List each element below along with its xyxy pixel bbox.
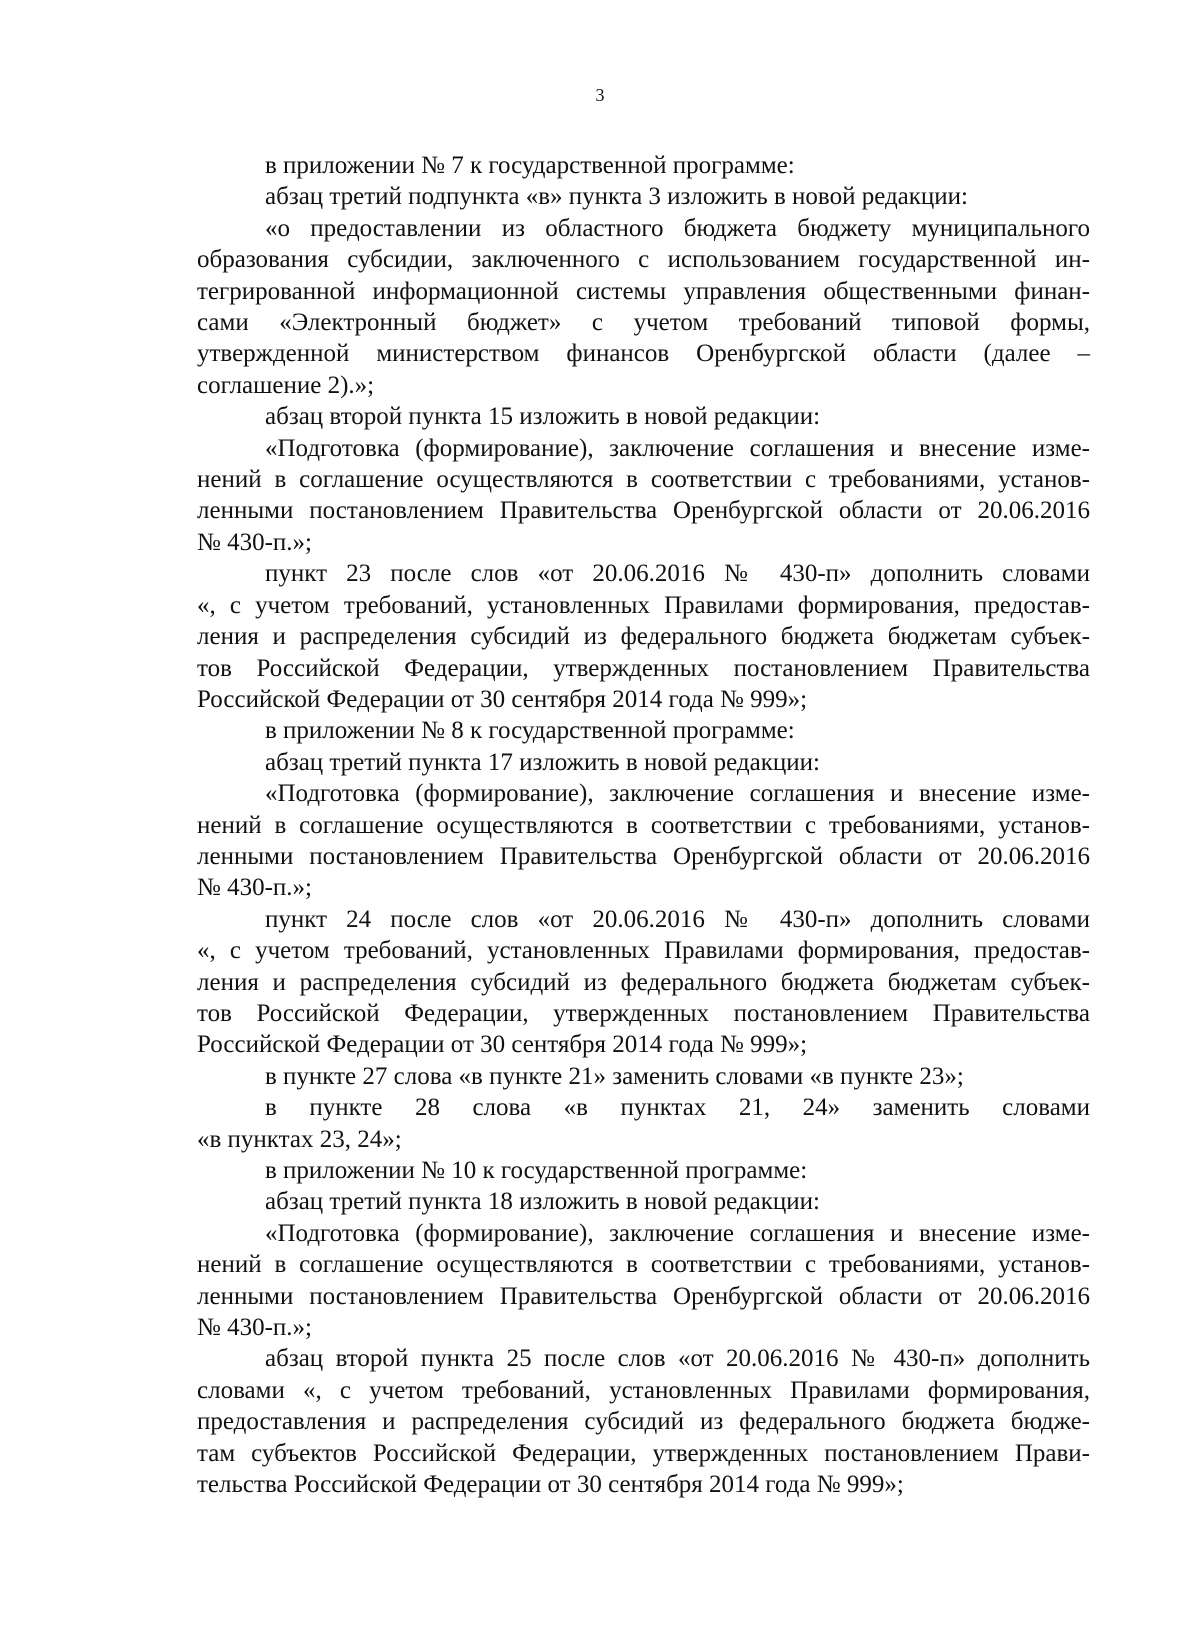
text-line: № 430-п.»; — [197, 874, 313, 902]
text-line: «Подготовка (формирование), заключение соглашения и внесение изме- — [265, 1219, 1090, 1247]
text-line: абзац второй пункта 15 изложить в новой редакции: — [265, 403, 821, 431]
text-line: «о предоставлении из областного бюджета бюджету муниципального — [265, 214, 1090, 242]
text-line: абзац второй пункта 25 после слов «от 20.06.2016 № 430-п» дополнить — [265, 1345, 1090, 1373]
document-body — [197, 150, 1090, 1500]
text-line: нений в соглашение осуществляются в соответствии с требованиями, установ- — [197, 1251, 1090, 1279]
text-line: Российской Федерации от 30 сентября 2014 года № 999»; — [197, 685, 808, 713]
text-line: Российской Федерации от 30 сентября 2014 года № 999»; — [197, 1031, 808, 1059]
page-number: 3 — [595, 85, 605, 105]
text-line: ленными постановлением Правительства Оренбургской области от 20.06.2016 — [197, 497, 1090, 525]
text-line: в приложении № 7 к государственной программе: — [265, 152, 795, 179]
text-line: «Подготовка (формирование), заключение соглашения и внесение изме- — [265, 780, 1090, 808]
text-line: «, с учетом требований, установленных Правилами формирования, предостав- — [197, 937, 1090, 965]
text-line: нений в соглашение осуществляются в соответствии с требованиями, установ- — [197, 811, 1090, 839]
text-line: предоставления и распределения субсидий из федерального бюджета бюдже- — [197, 1408, 1090, 1436]
text-line: ленными постановлением Правительства Оренбургской области от 20.06.2016 — [197, 1282, 1090, 1310]
text-line: образования субсидии, заключенного с использованием государственной ин- — [197, 246, 1090, 274]
text-line: абзац третий пункта 18 изложить в новой редакции: — [265, 1188, 820, 1216]
text-line: тельства Российской Федерации от 30 сентября 2014 года № 999»; — [197, 1471, 904, 1499]
text-line: там субъектов Российской Федерации, утвержденных постановлением Прави- — [197, 1439, 1090, 1467]
text-line: абзац третий пункта 17 изложить в новой редакции: — [265, 748, 820, 776]
text-line: ления и распределения субсидий из федерального бюджета бюджетам субъек- — [197, 623, 1090, 651]
text-line: «, с учетом требований, установленных Правилами формирования, предостав- — [197, 591, 1090, 619]
text-line: в приложении № 10 к государственной программе: — [265, 1157, 808, 1184]
text-line: соглашение 2).»; — [197, 371, 375, 399]
text-line: «Подготовка (формирование), заключение соглашения и внесение изме- — [265, 434, 1090, 462]
text-line: словами «, с учетом требований, установленных Правилами формирования, — [197, 1376, 1090, 1404]
text-line: пункт 23 после слов «от 20.06.2016 № 430-п» дополнить словами — [265, 560, 1090, 588]
text-line: абзац третий подпункта «в» пункта 3 изложить в новой редакции: — [265, 183, 969, 211]
text-line: № 430-п.»; — [197, 1314, 313, 1342]
text-line: ления и распределения субсидий из федерального бюджета бюджетам субъек- — [197, 968, 1090, 996]
text-line: «в пунктах 23, 24»; — [197, 1125, 402, 1153]
text-line: в пункте 27 слова «в пункте 21» заменить словами «в пункте 23»; — [265, 1062, 964, 1090]
text-line: в приложении № 8 к государственной программе: — [265, 717, 795, 745]
text-line: нений в соглашение осуществляются в соответствии с требованиями, установ- — [197, 466, 1090, 494]
text-line: сами «Электронный бюджет» с учетом требований типовой формы, — [197, 309, 1090, 337]
text-line: в пункте 28 слова «в пунктах 21, 24» заменить словами — [265, 1094, 1090, 1122]
text-line: № 430-п.»; — [197, 528, 313, 556]
text-line: тегрированной информационной системы управления общественными финан- — [197, 277, 1090, 305]
text-line: ленными постановлением Правительства Оренбургской области от 20.06.2016 — [197, 842, 1090, 870]
text-line: тов Российской Федерации, утвержденных постановлением Правительства — [197, 999, 1090, 1027]
text-line: утвержденной министерством финансов Оренбургской области (далее – — [197, 340, 1090, 368]
text-line: пункт 24 после слов «от 20.06.2016 № 430-п» дополнить словами — [265, 905, 1090, 933]
text-line: тов Российской Федерации, утвержденных постановлением Правительства — [197, 654, 1090, 682]
